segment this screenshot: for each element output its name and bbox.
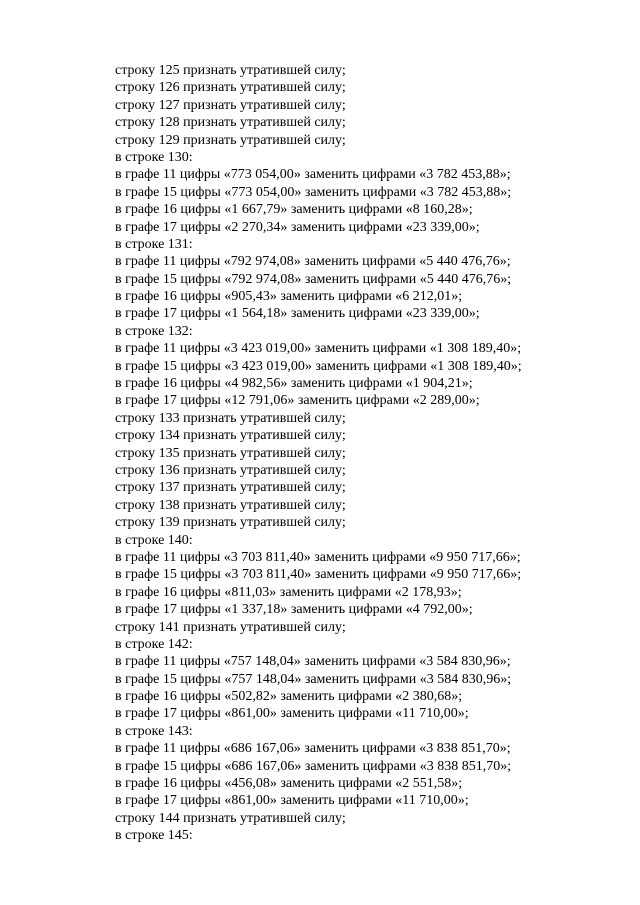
document-line: в графе 15 цифры «3 423 019,00» заменить цифрами «1 308 189,40»; [115,358,522,374]
document-line: строку 127 признать утратившей силу; [115,97,346,113]
document-line: в графе 15 цифры «3 703 811,40» заменить цифрами «9 950 717,66»; [115,567,522,583]
document-line: в строке 145: [115,828,193,844]
document-line: в графе 16 цифры «905,43» заменить цифрами «6 212,01»; [115,289,463,305]
document-line: строку 138 признать утратившей силу; [115,497,346,513]
document-line: строку 141 признать утратившей силу; [115,619,346,635]
document-line: строку 125 признать утратившей силу; [115,63,346,78]
document-line: строку 129 признать утратившей силу; [115,132,346,148]
document-line: строку 136 признать утратившей силу; [115,462,346,478]
document-line: в графе 16 цифры «502,82» заменить цифрами «2 380,68»; [115,689,463,705]
document-line: в графе 16 цифры «456,08» заменить цифрами «2 551,58»; [115,776,463,792]
document-line: строку 137 признать утратившей силу; [115,480,346,496]
document-line: в графе 15 цифры «773 054,00» заменить цифрами «3 782 453,88»; [115,184,512,200]
document-line: строку 128 признать утратившей силу; [115,115,346,131]
document-line: в графе 16 цифры «4 982,56» заменить цифрами «1 904,21»; [115,376,473,392]
document-line: в графе 17 цифры «12 791,06» заменить цифрами «2 289,00»; [115,393,480,409]
document-line: в графе 15 цифры «686 167,06» заменить цифрами «3 838 851,70»; [115,758,512,774]
document-line: в строке 132: [115,323,193,339]
document-line: в графе 11 цифры «792 974,08» заменить цифрами «5 440 476,76»; [115,254,511,270]
document-line: в графе 17 цифры «1 337,18» заменить цифрами «4 792,00»; [115,602,473,618]
document-line: в графе 15 цифры «757 148,04» заменить цифрами «3 584 830,96»; [115,671,512,687]
document-line: в графе 17 цифры «861,00» заменить цифрами «11 710,00»; [115,793,469,809]
document-line: в графе 11 цифры «3 423 019,00» заменить цифрами «1 308 189,40»; [115,341,522,357]
document-line: в графе 11 цифры «3 703 811,40» заменить цифрами «9 950 717,66»; [115,549,521,565]
document-line: строку 134 признать утратившей силу; [115,428,346,444]
document-line: в графе 11 цифры «773 054,00» заменить цифрами «3 782 453,88»; [115,167,511,183]
document-line: в строке 131: [115,236,193,252]
document-line: строку 144 признать утратившей силу; [115,810,346,826]
document-line: в графе 17 цифры «2 270,34» заменить цифрами «23 339,00»; [115,219,480,235]
document-line: в графе 16 цифры «811,03» заменить цифрами «2 178,93»; [115,584,462,600]
document-line: в графе 15 цифры «792 974,08» заменить цифрами «5 440 476,76»; [115,271,512,287]
document-line: строку 135 признать утратившей силу; [115,445,346,461]
document-line: в строке 140: [115,532,193,548]
document-line: в строке 142: [115,636,193,652]
document-line: в строке 143: [115,723,193,739]
document-line: в строке 130: [115,149,193,165]
document-line: в графе 11 цифры «686 167,06» заменить цифрами «3 838 851,70»; [115,741,511,757]
document-body [115,62,615,845]
document-line: строку 139 признать утратившей силу; [115,515,346,531]
document-line: строку 126 признать утратившей силу; [115,80,346,96]
document-line: в графе 11 цифры «757 148,04» заменить цифрами «3 584 830,96»; [115,654,511,670]
document-line: строку 133 признать утратившей силу; [115,410,346,426]
document-line: в графе 16 цифры «1 667,79» заменить цифрами «8 160,28»; [115,202,473,218]
document-line: в графе 17 цифры «861,00» заменить цифрами «11 710,00»; [115,706,469,722]
document-line: в графе 17 цифры «1 564,18» заменить цифрами «23 339,00»; [115,306,480,322]
